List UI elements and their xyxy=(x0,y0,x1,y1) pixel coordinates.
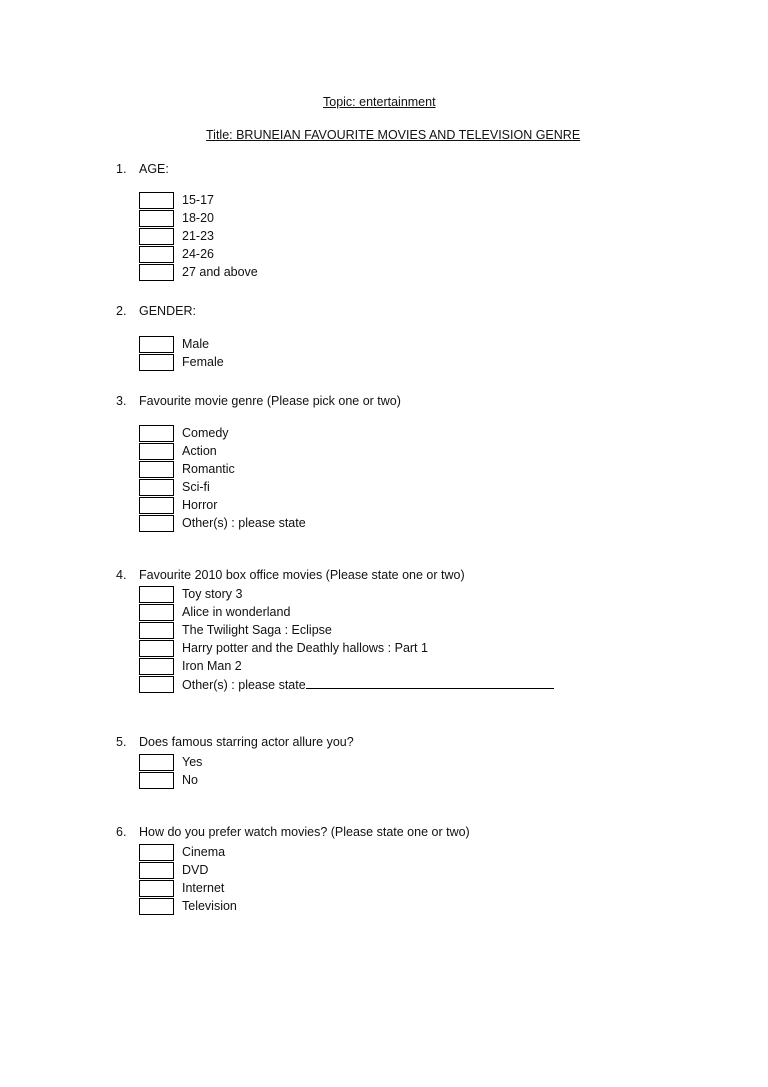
question-1-number: 1. xyxy=(116,162,127,176)
question-5-text: Does famous starring actor allure you? xyxy=(139,735,354,749)
checkbox-movie-twilight[interactable] xyxy=(139,622,174,639)
option-label: 15-17 xyxy=(182,193,214,207)
option-label: 21-23 xyxy=(182,229,214,243)
question-3-number: 3. xyxy=(116,394,127,408)
checkbox-genre-action[interactable] xyxy=(139,443,174,460)
option-label: 24-26 xyxy=(182,247,214,261)
checkbox-genre-scifi[interactable] xyxy=(139,479,174,496)
checkbox-movie-alice[interactable] xyxy=(139,604,174,621)
option-label: Iron Man 2 xyxy=(182,659,242,673)
option-label: Female xyxy=(182,355,224,369)
question-2-text: GENDER: xyxy=(139,304,196,318)
checkbox-age-21-23[interactable] xyxy=(139,228,174,245)
checkbox-age-18-20[interactable] xyxy=(139,210,174,227)
checkbox-watch-dvd[interactable] xyxy=(139,862,174,879)
option-label: DVD xyxy=(182,863,209,877)
option-label: Television xyxy=(182,899,237,913)
option-label: Other(s) : please state xyxy=(182,516,306,530)
option-label: Alice in wonderland xyxy=(182,605,291,619)
option-label: 18-20 xyxy=(182,211,214,225)
checkbox-age-24-26[interactable] xyxy=(139,246,174,263)
checkbox-watch-cinema[interactable] xyxy=(139,844,174,861)
checkbox-movie-other[interactable] xyxy=(139,676,174,693)
other-movie-write-in-line[interactable] xyxy=(306,676,554,689)
option-label: Action xyxy=(182,444,217,458)
option-label: Toy story 3 xyxy=(182,587,243,601)
checkbox-watch-internet[interactable] xyxy=(139,880,174,897)
option-label: The Twilight Saga : Eclipse xyxy=(182,623,332,637)
question-1-text: AGE: xyxy=(139,162,169,176)
option-label: Comedy xyxy=(182,426,229,440)
question-3-text: Favourite movie genre (Please pick one or two) xyxy=(139,394,401,408)
checkbox-age-27-above[interactable] xyxy=(139,264,174,281)
checkbox-movie-toy-story-3[interactable] xyxy=(139,586,174,603)
checkbox-genre-other[interactable] xyxy=(139,515,174,532)
checkbox-genre-comedy[interactable] xyxy=(139,425,174,442)
checkbox-genre-romantic[interactable] xyxy=(139,461,174,478)
checkbox-movie-harry-potter[interactable] xyxy=(139,640,174,657)
option-label: Romantic xyxy=(182,462,235,476)
option-label: Cinema xyxy=(182,845,226,859)
option-label: Horror xyxy=(182,498,218,512)
option-label: Male xyxy=(182,337,210,351)
option-label: 27 and above xyxy=(182,265,258,279)
checkbox-gender-female[interactable] xyxy=(139,354,174,371)
checkbox-actor-no[interactable] xyxy=(139,772,174,789)
option-label: Internet xyxy=(182,881,225,895)
checkbox-gender-male[interactable] xyxy=(139,336,174,353)
question-2-number: 2. xyxy=(116,304,127,318)
question-6-text: How do you prefer watch movies? (Please state one or two) xyxy=(139,825,470,839)
option-label: Harry potter and the Deathly hallows : Part 1 xyxy=(182,641,428,655)
option-label: Other(s) : please state xyxy=(182,678,306,692)
question-5-number: 5. xyxy=(116,735,127,749)
survey-title: Title: BRUNEIAN FAVOURITE MOVIES AND TELEVISION GENRE xyxy=(206,128,581,142)
checkbox-watch-television[interactable] xyxy=(139,898,174,915)
question-4-text: Favourite 2010 box office movies (Please state one or two) xyxy=(139,568,465,582)
checkbox-actor-yes[interactable] xyxy=(139,754,174,771)
checkbox-genre-horror[interactable] xyxy=(139,497,174,514)
question-4-number: 4. xyxy=(116,568,127,582)
option-label: No xyxy=(182,773,198,787)
option-label: Yes xyxy=(182,755,203,769)
question-6-number: 6. xyxy=(116,825,127,839)
checkbox-age-15-17[interactable] xyxy=(139,192,174,209)
option-label: Sci-fi xyxy=(182,480,210,494)
other-movie-row xyxy=(182,676,554,693)
topic-heading: Topic: entertainment xyxy=(323,95,436,109)
checkbox-movie-iron-man-2[interactable] xyxy=(139,658,174,675)
